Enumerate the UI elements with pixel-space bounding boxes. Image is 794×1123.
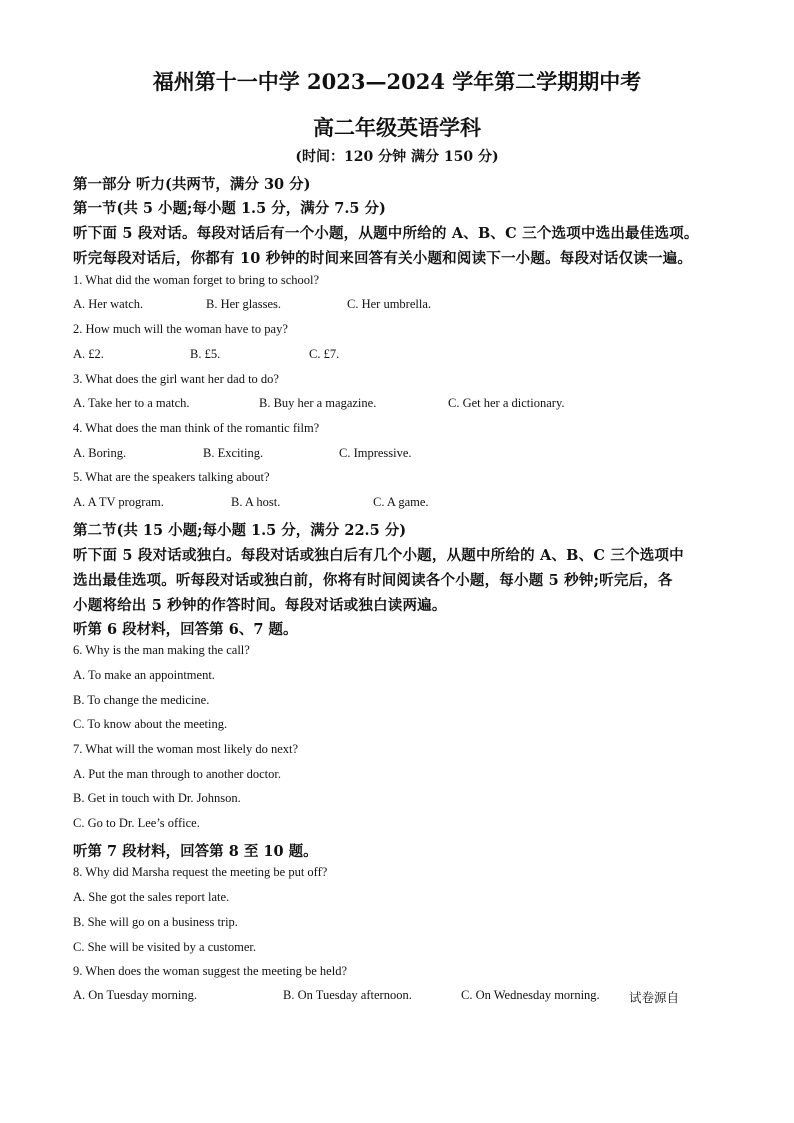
option-a: A. A TV program. xyxy=(73,495,164,509)
option-b: B. She will go on a business trip. xyxy=(73,915,238,929)
option-c: C. Go to Dr. Lee’s office. xyxy=(73,816,200,830)
section1-instruction: 听下面 5 段对话。每段对话后有一个小题，从题中所给的 A、B、C 三个选项中选出最佳选项。 xyxy=(73,225,699,242)
question-7: 7. What will the woman most likely do next? xyxy=(73,742,299,756)
section1-heading: 第一节(共 5 小题;每小题 1.5 分，满分 7.5 分) xyxy=(73,200,386,217)
option-a: A. She got the sales report late. xyxy=(73,890,230,904)
option-c: C. Get her a dictionary. xyxy=(448,396,565,410)
option-c: C. £7. xyxy=(309,347,340,361)
option-a: A. Take her to a match. xyxy=(73,396,190,410)
option-a: A. Put the man through to another doctor. xyxy=(73,767,281,781)
exam-meta: (时间：120 分钟 满分 150 分) xyxy=(295,149,499,165)
section2-instruction: 小题将给出 5 秒钟的作答时间。每段对话或独白读两遍。 xyxy=(73,597,447,614)
question-1: 1. What did the woman forget to bring to school? xyxy=(73,273,320,287)
option-c: C. Her umbrella. xyxy=(347,297,432,311)
option-b: B. A host. xyxy=(231,495,281,509)
question-8: 8. Why did Marsha request the meeting be put off? xyxy=(73,865,328,879)
option-a: A. £2. xyxy=(73,347,104,361)
option-b: B. On Tuesday afternoon. xyxy=(283,988,412,1002)
section2-heading: 第二节(共 15 小题;每小题 1.5 分，满分 22.5 分) xyxy=(73,522,407,539)
part1-heading: 第一部分 听力(共两节，满分 30 分) xyxy=(73,176,311,193)
option-b: B. To change the medicine. xyxy=(73,693,210,707)
option-c: C. Impressive. xyxy=(339,446,412,460)
question-3: 3. What does the girl want her dad to do? xyxy=(73,372,279,386)
option-b: B. Exciting. xyxy=(203,446,264,460)
question-4: 4. What does the man think of the romantic film? xyxy=(73,421,320,435)
option-c: C. She will be visited by a customer. xyxy=(73,940,256,954)
option-a: A. On Tuesday morning. xyxy=(73,988,197,1002)
section1-instruction: 听完每段对话后，你都有 10 秒钟的时间来回答有关小题和阅读下一小题。每段对话仅读一遍。 xyxy=(73,250,693,267)
question-9: 9. When does the woman suggest the meeting be held? xyxy=(73,964,348,978)
question-5: 5. What are the speakers talking about? xyxy=(73,470,270,484)
section2-instruction: 选出最佳选项。听每段对话或独白前，你将有时间阅读各个小题，每小题 5 秒钟;听完后，各 xyxy=(73,572,673,589)
option-b: B. Get in touch with Dr. Johnson. xyxy=(73,791,241,805)
option-a: A. Her watch. xyxy=(73,297,144,311)
exam-subtitle: 高二年级英语学科 xyxy=(313,115,481,140)
source-watermark: 试卷源自 xyxy=(629,990,680,1005)
option-b: B. £5. xyxy=(190,347,221,361)
question-6: 6. Why is the man making the call? xyxy=(73,643,250,657)
material-6-heading: 听第 6 段材料，回答第 6、7 题。 xyxy=(73,621,298,638)
option-a: A. To make an appointment. xyxy=(73,668,215,682)
question-2: 2. How much will the woman have to pay? xyxy=(73,322,288,336)
option-b: B. Her glasses. xyxy=(206,297,281,311)
option-c: C. A game. xyxy=(373,495,429,509)
exam-title: 福州第十一中学 2023—2024 学年第二学期期中考 xyxy=(152,69,642,94)
material-7-heading: 听第 7 段材料，回答第 8 至 10 题。 xyxy=(73,843,318,860)
option-c: C. On Wednesday morning. xyxy=(461,988,600,1002)
option-b: B. Buy her a magazine. xyxy=(259,396,377,410)
option-c: C. To know about the meeting. xyxy=(73,717,228,731)
section2-instruction: 听下面 5 段对话或独白。每段对话或独白后有几个小题，从题中所给的 A、B、C 三个选项中 xyxy=(73,547,684,564)
option-a: A. Boring. xyxy=(73,446,127,460)
